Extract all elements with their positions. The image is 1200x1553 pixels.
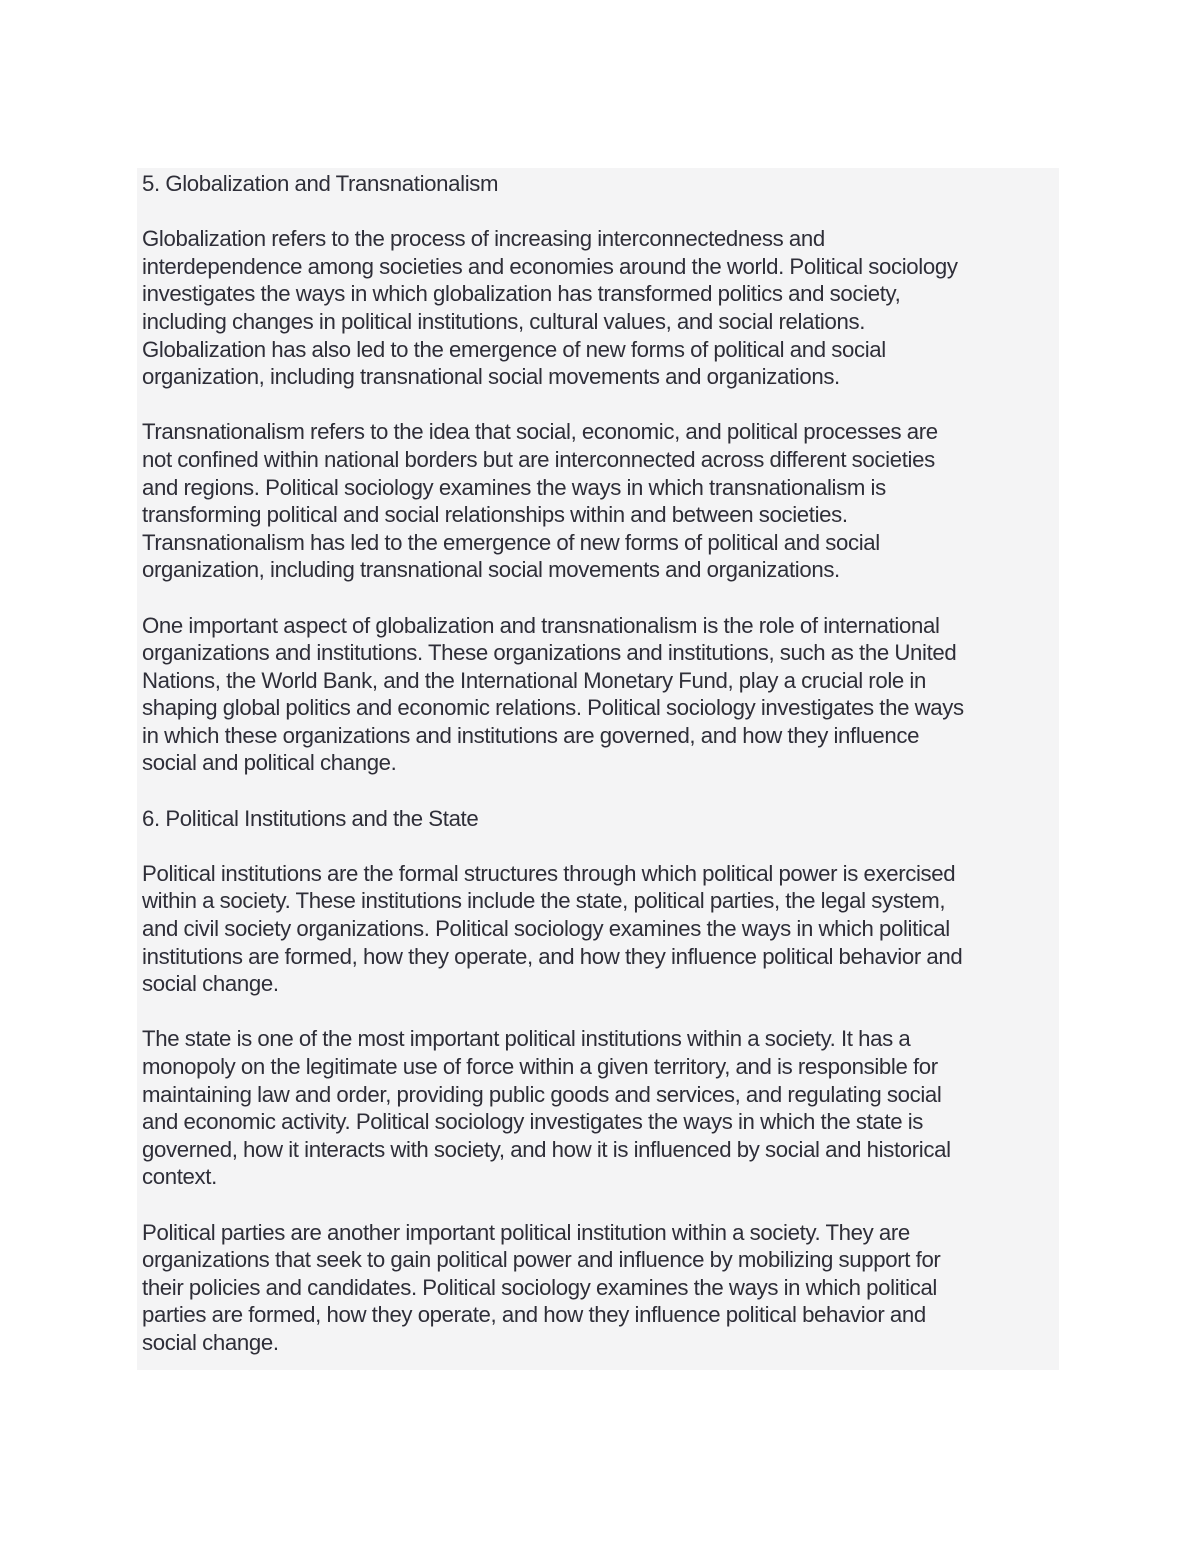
paragraph-line: organization, including transnational social movements and organizations. <box>142 557 840 583</box>
paragraph-line: organizations that seek to gain political power and influence by mobilizing support for <box>142 1247 941 1273</box>
paragraph-line: parties are formed, how they operate, and how they influence political behavior and <box>142 1302 926 1328</box>
paragraph-line: Transnationalism refers to the idea that social, economic, and political processes are <box>142 419 938 445</box>
paragraph-line: including changes in political institutions, cultural values, and social relations. <box>142 308 866 334</box>
text-content-area <box>137 168 1059 1370</box>
paragraph <box>142 612 1059 778</box>
paragraph-line: Transnationalism has led to the emergence of new forms of political and social <box>142 529 880 555</box>
paragraph-line: interdependence among societies and economies around the world. Political sociology <box>142 253 958 279</box>
paragraph-line: Globalization refers to the process of increasing interconnectedness and <box>142 226 825 252</box>
paragraph-line: Nations, the World Bank, and the International Monetary Fund, play a crucial role in <box>142 667 926 693</box>
paragraph-line: institutions are formed, how they operate, and how they influence political behavior and <box>142 943 963 969</box>
paragraph-line: social and political change. <box>142 750 397 776</box>
section-heading <box>142 805 1059 833</box>
paragraph-line: and civil society organizations. Political sociology examines the ways in which political <box>142 916 950 942</box>
paragraph-line: social change. <box>142 971 279 997</box>
paragraph-line: investigates the ways in which globalization has transformed politics and society, <box>142 281 901 307</box>
paragraph-line: The state is one of the most important political institutions within a society. It has a <box>142 1026 911 1052</box>
paragraph-line: and economic activity. Political sociology investigates the ways in which the state is <box>142 1109 924 1135</box>
paragraph-line: organizations and institutions. These organizations and institutions, such as the United <box>142 640 957 666</box>
paragraph-line: organization, including transnational social movements and organizations. <box>142 364 840 390</box>
paragraph-line: in which these organizations and institutions are governed, and how they influence <box>142 722 920 748</box>
paragraph-line: Political institutions are the formal structures through which political power is exercised <box>142 860 956 886</box>
paragraph <box>142 1219 1059 1357</box>
paragraph-line: Globalization has also led to the emergence of new forms of political and social <box>142 336 886 362</box>
paragraph-line: and regions. Political sociology examines the ways in which transnationalism is <box>142 474 886 500</box>
paragraph-line: monopoly on the legitimate use of force within a given territory, and is responsible for <box>142 1054 938 1079</box>
paragraph <box>142 225 1059 391</box>
paragraph-line: within a society. These institutions include the state, political parties, the legal system, <box>142 888 946 914</box>
paragraph-line: their policies and candidates. Political sociology examines the ways in which political <box>142 1274 938 1300</box>
paragraph-line: One important aspect of globalization and transnationalism is the role of international <box>142 612 940 638</box>
paragraph-line: governed, how it interacts with society, and how it is influenced by social and historical <box>142 1136 951 1162</box>
paragraph-line: not confined within national borders but are interconnected across different societies <box>142 446 935 472</box>
paragraph-line: social change. <box>142 1329 279 1355</box>
paragraph-line: Political parties are another important political institution within a society. They are <box>142 1219 910 1245</box>
paragraph <box>142 418 1059 584</box>
heading-text: 5. Globalization and Transnationalism <box>142 171 499 196</box>
paragraph <box>142 1025 1059 1191</box>
section-heading <box>142 170 1059 198</box>
paragraph-line: context. <box>142 1164 217 1190</box>
paragraph <box>142 860 1059 998</box>
paragraph-line: maintaining law and order, providing public goods and services, and regulating social <box>142 1081 942 1107</box>
paragraph-line: transforming political and social relationships within and between societies. <box>142 502 848 528</box>
heading-text: 6. Political Institutions and the State <box>142 805 479 831</box>
paragraph-line: shaping global politics and economic relations. Political sociology investigates the ways <box>142 695 964 721</box>
